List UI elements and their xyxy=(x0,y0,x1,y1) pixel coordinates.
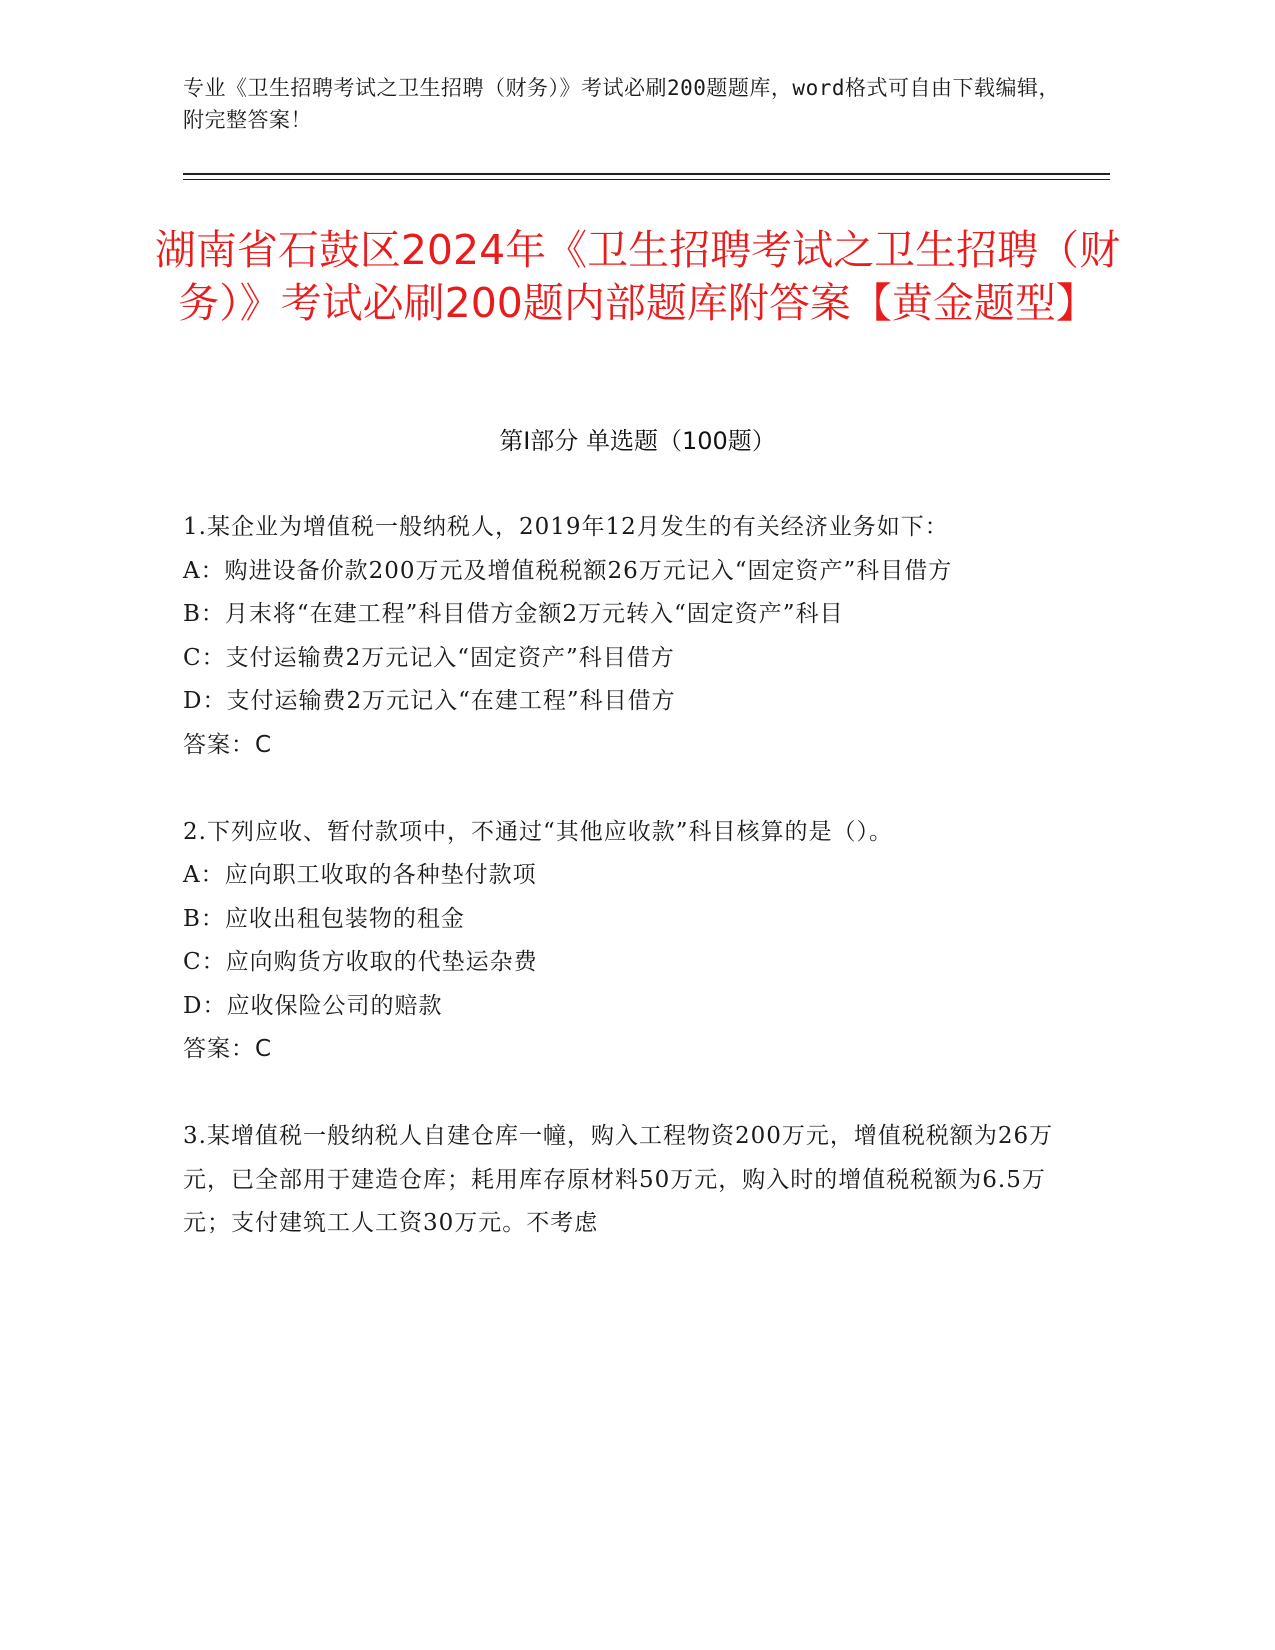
option-d: D：支付运输费2万元记入“在建工程”科目借方 xyxy=(183,688,676,714)
question-1 xyxy=(183,506,1063,767)
option-c: C：应向购货方收取的代垫运杂费 xyxy=(183,949,538,975)
answer-line: 答案：C xyxy=(183,731,273,758)
header-note: 专业《卫生招聘考试之卫生招聘（财务）》考试必刷200题题库，word格式可自由下载编辑，附完整答案！ xyxy=(183,76,1060,132)
question-stem: 1.某企业为增值税一般纳税人，2019年12月发生的有关经济业务如下： xyxy=(183,514,949,540)
option-a: A：购进设备价款200万元及增值税税额26万元记入“固定资产”科目借方 xyxy=(183,557,953,584)
question-3 xyxy=(183,1115,1063,1246)
option-a: A：应向职工收取的各种垫付款项 xyxy=(183,862,537,888)
option-d: D：应收保险公司的赔款 xyxy=(183,992,443,1019)
answer-line: 答案：C xyxy=(183,1036,273,1062)
option-c: C：支付运输费2万元记入“固定资产”科目借方 xyxy=(183,644,675,671)
header-divider xyxy=(183,173,1110,175)
document-title: 湖南省石鼓区2024年《卫生招聘考试之卫生招聘（财务）》考试必刷200题内部题库附答案【黄金题型】 xyxy=(154,226,1121,327)
option-b: B：应收出租包装物的租金 xyxy=(183,905,465,932)
question-2 xyxy=(183,811,1063,1072)
question-stem: 3.某增值税一般纳税人自建仓库一幢，购入工程物资200万元，增值税税额为26万元，已全部用于建造仓库；耗用库存原材料50万元，购入时的增值税税额为6.5万元；支付建筑工人工资30万元。不考虑 xyxy=(183,1123,1054,1236)
question-stem: 2.下列应收、暂付款项中，不通过“其他应收款”科目核算的是（）。 xyxy=(183,818,893,845)
header-divider-thin xyxy=(183,179,1110,180)
section-title: 第Ⅰ部分 单选题（100题） xyxy=(499,427,776,455)
option-b: B：月末将“在建工程”科目借方金额2万元转入“固定资产”科目 xyxy=(183,601,844,627)
question-list xyxy=(183,506,1063,1289)
